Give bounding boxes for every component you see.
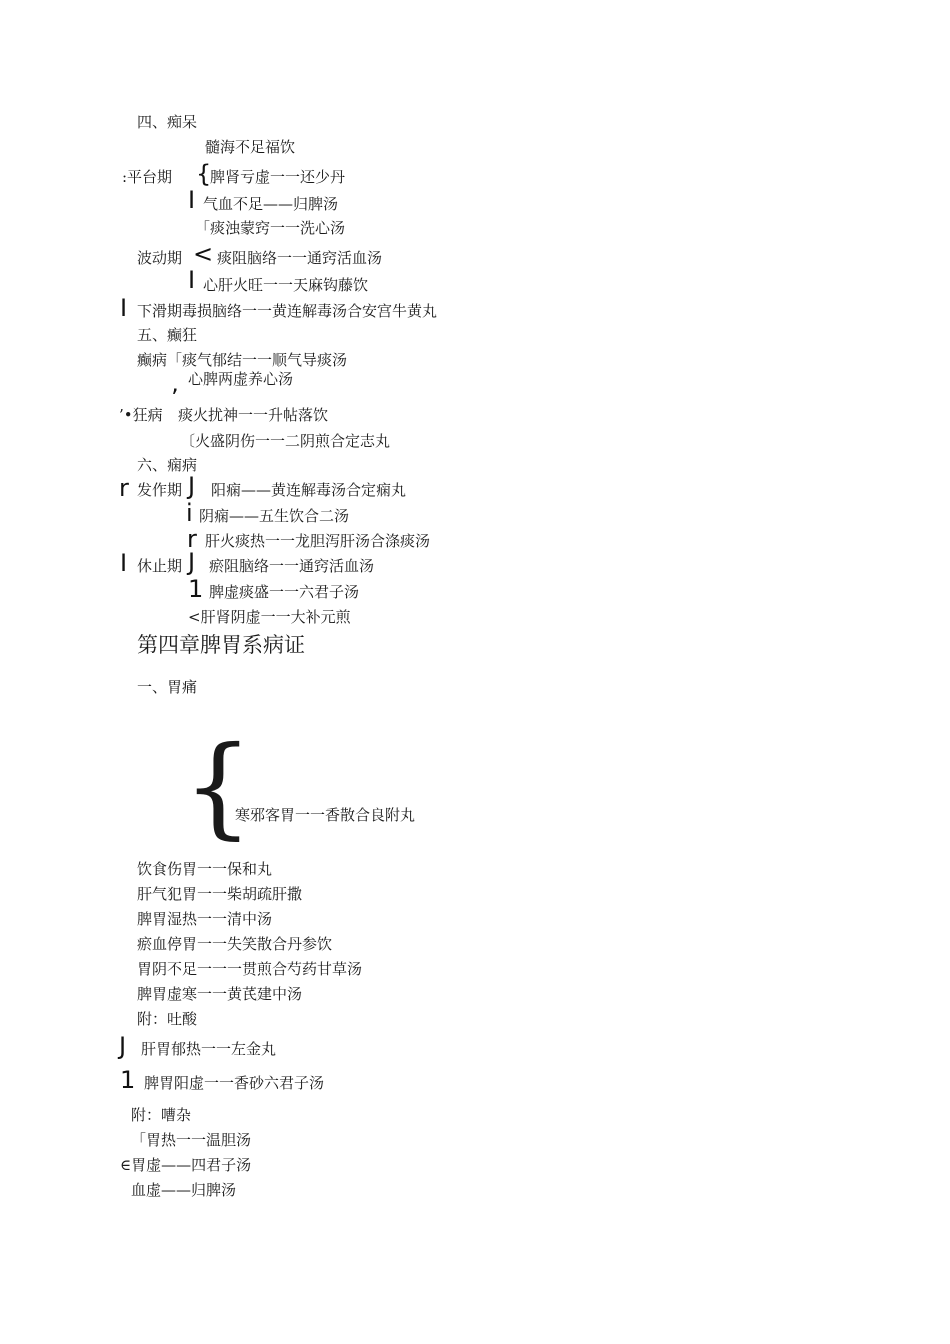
stomachache-line-3: 肝气犯胃一一柴胡疏肝撒 [137, 885, 303, 903]
bracket-mark: r [119, 474, 129, 502]
acid-reflux-line-1: 肝胃郁热一一左金丸 [141, 1040, 277, 1058]
stomachache-line-7: 脾胃虚寒一一黄芪建中汤 [137, 985, 303, 1003]
stomachache-line-5: 瘀血停胃一一失笑散合丹参饮 [137, 935, 333, 953]
section-heading-epilepsy: 六、痫病 [137, 456, 198, 474]
dementia-line-2: 脾肾亏虚一一还少丹 [210, 168, 346, 186]
bracket-mark: 1 [188, 575, 204, 603]
bracket-mark: 1 [120, 1066, 136, 1094]
large-brace-mark: { [183, 722, 253, 850]
gastric-upset-heading: 附：嘈杂 [131, 1106, 192, 1124]
dementia-phase-fluctuation: 波动期 [137, 249, 183, 267]
epilepsy-phase-attack: 发作期 [137, 481, 183, 499]
stomachache-line-4: 脾胃湿热一一清中汤 [137, 910, 273, 928]
stomachache-line-1: 寒邪客胃一一香散合良附丸 [235, 806, 416, 824]
bracket-mark: J [188, 548, 196, 576]
bracket-mark: I [120, 294, 128, 322]
section-heading-dementia: 四、痴呆 [137, 113, 198, 131]
subsection-heading-stomachache: 一、胃痛 [137, 678, 198, 696]
bracket-mark: J [188, 472, 196, 500]
mania-phase-mania: ’•狂病 [119, 406, 163, 424]
mania-line-3: 痰火扰神一一升帖落饮 [178, 406, 329, 424]
apostrophe-mark: ’ [171, 384, 179, 412]
dementia-line-1: 髓海不足福饮 [205, 138, 296, 156]
epilepsy-line-3: 肝火痰热一一龙胆泻肝汤合涤痰汤 [205, 532, 431, 550]
dementia-line-7: 下滑期毒损脑络一一黄连解毒汤合安宫牛黄丸 [137, 302, 438, 320]
acid-reflux-heading: 附：吐酸 [137, 1010, 198, 1028]
bracket-mark: i [186, 499, 193, 527]
epilepsy-line-2: 阴痫——五生饮合二汤 [199, 507, 350, 525]
section-heading-mania: 五、癫狂 [137, 326, 198, 344]
bracket-mark: r [187, 525, 197, 553]
epilepsy-line-1: 阳痫——黄连解毒汤合定痫丸 [211, 481, 407, 499]
dementia-line-4: 「痰浊蒙窍一一洗心汤 [195, 219, 346, 237]
stomachache-line-6: 胃阴不足一一一贯煎合芍药甘草汤 [137, 960, 363, 978]
bracket-mark: I [120, 549, 128, 577]
chapter-title: 第四章脾胃系病证 [137, 633, 305, 657]
brace-mark: { [196, 160, 212, 188]
bracket-mark: I [188, 186, 196, 214]
gastric-upset-line-3: 血虚——归脾汤 [131, 1181, 237, 1199]
dementia-line-5: 痰阻脑络一一通窍活血汤 [217, 249, 383, 267]
bracket-mark: I [188, 266, 196, 294]
dementia-phase-plateau: :平台期 [122, 168, 173, 186]
acid-reflux-line-2: 脾胃阳虚一一香砂六君子汤 [144, 1074, 325, 1092]
stomachache-line-2: 饮食伤胃一一保和丸 [137, 860, 273, 878]
epilepsy-line-6: <肝肾阴虚一一大补元煎 [188, 608, 351, 626]
dementia-line-3: 气血不足——归脾汤 [203, 195, 339, 213]
gastric-upset-line-1: 「胃热一一温胆汤 [131, 1131, 252, 1149]
dementia-line-6: 心肝火旺一一天麻钩藤饮 [203, 276, 369, 294]
bracket-mark: J [119, 1032, 127, 1060]
mania-line-2: 心脾两虚养心汤 [188, 370, 294, 388]
epilepsy-phase-rest: 休止期 [137, 557, 183, 575]
angle-mark: < [193, 240, 214, 268]
epilepsy-line-4: 瘀阻脑络一一通窍活血汤 [209, 557, 375, 575]
mania-line-1: 癫病「痰气郁结一一顺气导痰汤 [137, 351, 348, 369]
epilepsy-line-5: 脾虚痰盛一一六君子汤 [209, 583, 360, 601]
mania-line-4: 〔火盛阴伤一一二阴煎合定志丸 [180, 432, 391, 450]
gastric-upset-line-2: ∈胃虚——四君子汤 [120, 1156, 252, 1174]
